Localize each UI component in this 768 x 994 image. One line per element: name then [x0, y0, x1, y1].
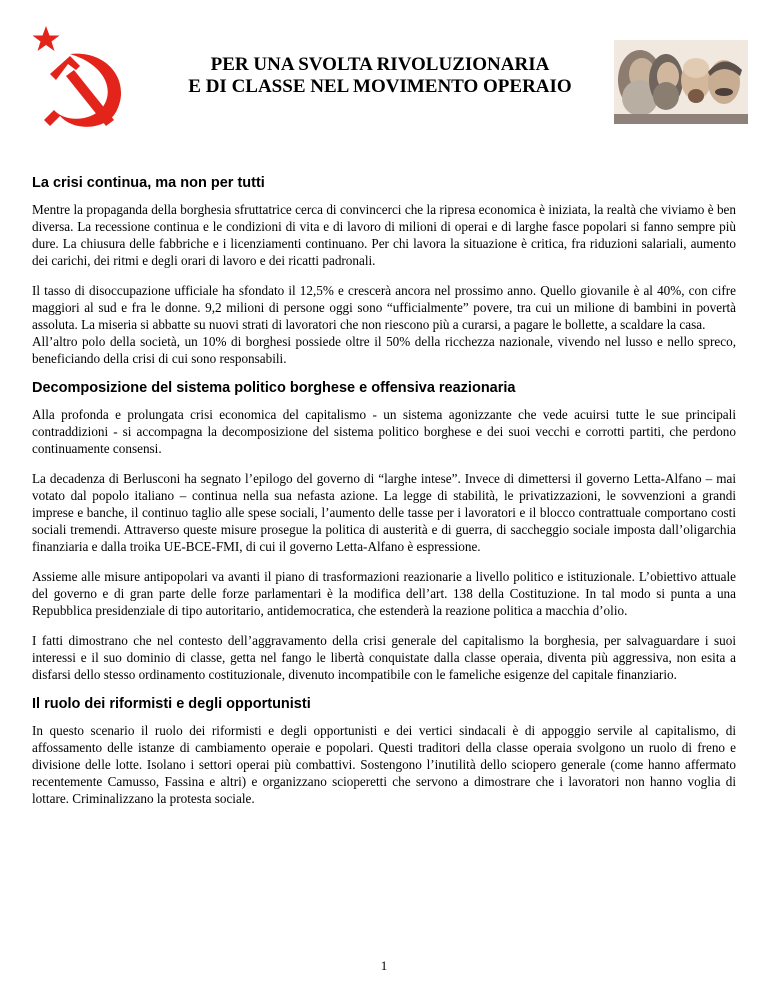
title-line-1: PER UNA SVOLTA RIVOLUZIONARIA — [210, 54, 550, 75]
section-heading-1: La crisi continua, ma non per tutti — [32, 175, 265, 191]
title-line-2: E DI CLASSE NEL MOVIMENTO OPERAIO — [188, 76, 572, 97]
section-heading-2: Decomposizione del sistema politico borghese e offensiva reazionaria — [32, 380, 516, 396]
paragraph: Alla profonda e prolungata crisi economica del capitalismo - un sistema agonizzante che vede acuirsi tutte le sue principali contraddizioni - si accompagna la decomposizione del sistema politico borghese e dei suoi vecchi e corrotti partiti, che perdono continuamente consensi. — [32, 407, 736, 456]
section-heading-3: Il ruolo dei riformisti e degli opportunisti — [32, 696, 311, 712]
paragraph: Assieme alle misure antipopolari va avanti il piano di trasformazioni reazionarie a livello politico e istituzionale. L’obiettivo attuale del governo e di gran parte delle forze parlamentari è la modifica dell’art. 138 della Costituzione. In tal modo si punta a una Repubblica presidenziale di tipo autoritario, antidemocratica, che estenderà la reazione politica a macchia d’olio. — [32, 569, 736, 618]
paragraph: La decadenza di Berlusconi ha segnato l’epilogo del governo di “larghe intese”. Invece di dimettersi il governo Letta-Alfano – mai votato dal popolo italiano – continua nella sua nefasta azione. La legge di stabilità, le privatizzazioni, le sovvenzioni a grandi imprese e banche, il continuo taglio alle spese sociali, l’aumento delle tasse per i lavoratori e il blocco contrattuale comportano costi sociali tremendi. Attraverso queste misure prosegue la politica di austerità e di guerra, di saccheggio sociale imposta dall’oligarchia finanziaria e dalla troika UE-BCE-FMI, di cui il governo Letta-Alfano è espressione. — [32, 471, 736, 554]
document-body — [32, 175, 736, 820]
page-number: 1 — [380, 958, 388, 973]
leaders-portraits-image — [614, 40, 748, 124]
paragraph: All’altro polo della società, un 10% di borghesi possiede oltre il 50% della ricchezza nazionale, vivendo nel lusso e nello spreco, beneficiando della crisi di cui sono responsabili. — [32, 334, 736, 366]
document-title — [150, 54, 610, 98]
paragraph: In questo scenario il ruolo dei riformisti e degli opportunisti e dei vertici sindacali è di appoggio servile al capitalismo, di affossamento delle istanze di cambiamento operaie e popolari. Questi traditori della classe operaia svolgono un ruolo di freno e divisione delle lotte. Isolano i settori operai più combattivi. Sostengono l’inutilità dello sciopero generale (come hanno affermato recentemente Camusso, Fassina e altri) e organizzano scioperetti che servono a dimostrare che i lavoratori non hanno voglia di lottare. Criminalizzano la protesta sociale. — [32, 723, 736, 806]
paragraph: Mentre la propaganda della borghesia sfruttatrice cerca di convincerci che la ripresa economica è iniziata, la realtà che viviamo è ben diversa. La recessione continua e le condizioni di vita e di lavoro di milioni di operai e di larghe fasce popolari si fanno sempre più dure. La chiusura delle fabbriche e i licenziamenti continuano. Per chi lavora la situazione è critica, fra riduzioni salariali, aumento dei carichi, dei ritmi e degli orari di lavoro e dei ricatti padronali. — [32, 202, 736, 268]
hammer-sickle-star-icon — [30, 24, 140, 134]
paragraph: I fatti dimostrano che nel contesto dell’aggravamento della crisi generale del capitalismo la borghesia, per salvaguardare i suoi interessi e il suo dominio di classe, getta nel fango le libertà conquistate dalla classe operaia, diventa più aggressiva, non esita a disfarsi dello stesso ordinamento costituzionale, divenuto incompatibile con le fameliche esigenze del capitale finanziario. — [32, 633, 736, 682]
paragraph: Il tasso di disoccupazione ufficiale ha sfondato il 12,5% e crescerà ancora nel prossimo anno. Quello giovanile è al 40%, con cifre maggiori al sud e fra le donne. 9,2 milioni di persone oggi sono “ufficialmente” povere, tra cui un milione di bambini in povertà assoluta. La miseria si abbatte su nuovi strati di lavoratori che non riescono più a curarsi, a pagare le bollette, a scaldare la casa. — [32, 283, 736, 332]
